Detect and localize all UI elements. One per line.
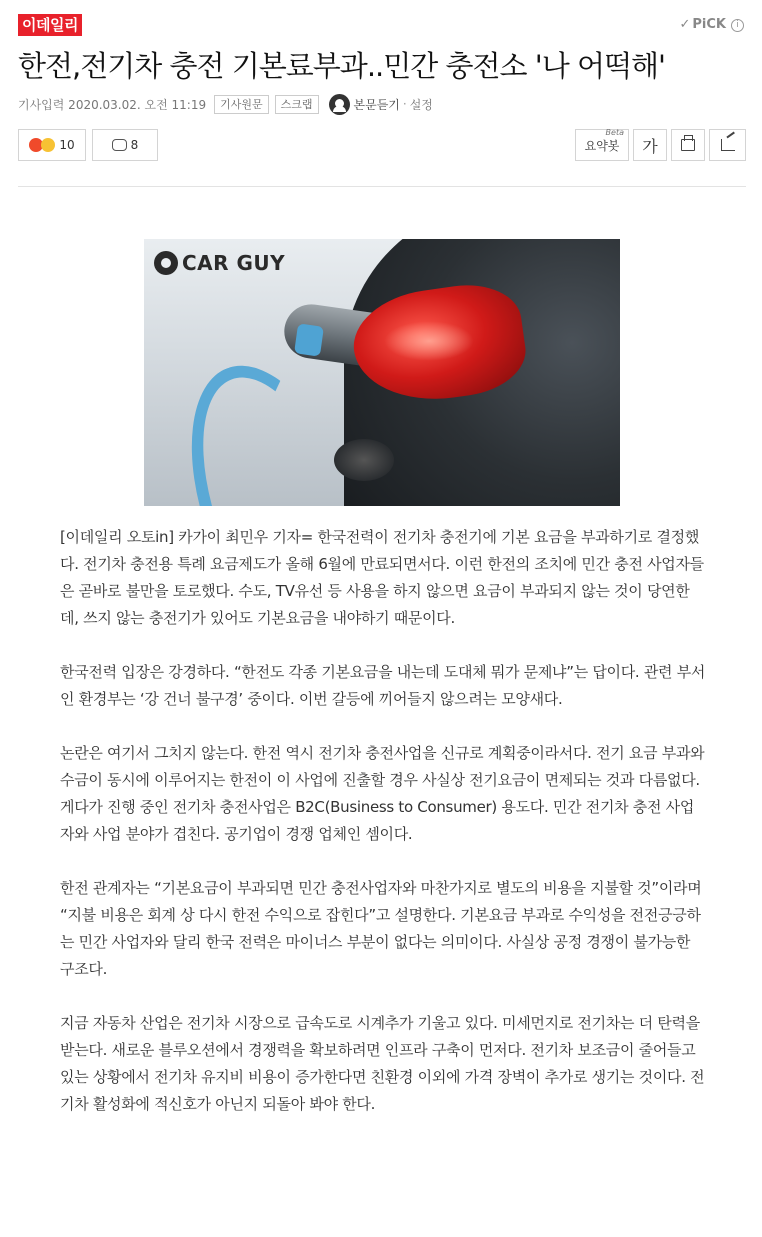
comment-count: 8 xyxy=(130,138,139,152)
info-icon[interactable]: i xyxy=(731,19,744,32)
listen-label: 본문듣기 xyxy=(353,97,400,112)
check-icon: ✓ xyxy=(679,17,691,32)
article-paragraph: 지금 자동차 산업은 전기차 시장으로 급속도로 시계추가 기울고 있다. 미세먼지로 전기차는 더 탄력을 받는다. 새로운 블루오션에서 경쟁력을 확보하려면 인프라 구축이 먼저다. 전기차 보조금이 줄어들고 있는 상황에서 전기차 유지비 비용이 증가한다면 친환경 이외에 가격 장벽이 추가로 생기는 것이다. 전기차 활성화에 적신호가 아닌지 되돌아 봐야 한다. xyxy=(60,1014,705,1113)
header-divider xyxy=(18,186,746,187)
article-meta xyxy=(18,93,433,115)
font-size-label: 가 xyxy=(642,136,658,156)
carguy-logo-icon xyxy=(154,251,178,275)
scrap-button[interactable]: 스크랩 xyxy=(275,95,319,114)
article-photo[interactable] xyxy=(144,239,620,506)
audio-icon xyxy=(329,94,350,115)
font-size-button[interactable] xyxy=(633,129,667,161)
beta-badge: Beta xyxy=(605,128,624,137)
article-date: 기사입력 2020.03.02. 오전 11:19 xyxy=(18,97,207,112)
pick-badge[interactable] xyxy=(679,16,744,34)
share-button[interactable] xyxy=(709,129,746,161)
print-button[interactable] xyxy=(671,129,705,161)
listen-button[interactable] xyxy=(329,94,400,115)
article-paragraph: 논란은 여기서 그치지 않는다. 한전 역시 전기차 충전사업을 신규로 계획중이라서다. 전기 요금 부과와 수금이 동시에 이루어지는 한전이 이 사업에 진출할 경우 사실상 전기요금이 면제되는 것과 다름없다. 게다가 진행 중인 전기차 충전사업은 B2C(Business to Consumer) 용도다. 민간 전기차 충전 사업자와 사업 분야가 겹친다. 공기업이 경쟁 업체인 셈이다. xyxy=(60,744,705,843)
summary-label: 요약봇 xyxy=(584,138,620,153)
article-topbar xyxy=(18,14,744,38)
comment-bubble-icon xyxy=(112,139,127,151)
laugh-emoji-icon xyxy=(41,138,55,152)
reaction-button[interactable] xyxy=(18,129,86,161)
plug-ring xyxy=(294,323,324,356)
photo-watermark xyxy=(154,251,285,275)
comment-button[interactable] xyxy=(92,129,158,161)
article-paragraph: 한전 관계자는 “기본요금이 부과되면 민간 충전사업자와 마찬가지로 별도의 비용을 지불할 것”이라며 “지불 비용은 회계 상 다시 한전 수익으로 잡힌다”고 설명한다. 기본요금 부과로 수익성을 전전긍긍하는 민간 사업자와 달리 한국 전력은 마이너스 부분이 없다는 의미이다. 사실상 공정 경쟁이 불가능한 구조다. xyxy=(60,879,702,978)
article-paragraph: [이데일리 오토in] 카가이 최민우 기자= 한국전력이 전기차 충전기에 기본 요금을 부과하기로 결정했다. 전기차 충전용 특례 요금제도가 올해 6월에 만료되면서다. 이런 한전의 조치에 민간 충전 사업자들은 곧바로 불만을 토로했다. 수도, TV유선 등 사용을 하지 않으면 요금이 부과되지 않는 것이 당연한데, 쓰지 않는 충전기가 있어도 기본요금을 내야하기 때문이다. xyxy=(60,528,704,627)
original-article-button[interactable]: 기사원문 xyxy=(214,95,269,114)
pick-label: PiCK xyxy=(692,17,726,32)
article-title: 한전,전기차 충전 기본료부과..민간 충전소 '나 어떡해' xyxy=(18,49,665,83)
watermark-text: CAR GUY xyxy=(182,251,286,275)
settings-link[interactable]: 설정 xyxy=(409,97,433,112)
article-actions xyxy=(18,129,746,161)
charge-port-cap xyxy=(334,439,394,481)
article-body xyxy=(60,524,706,1145)
share-icon xyxy=(721,139,735,151)
tail-light-glow xyxy=(384,321,474,361)
reaction-count: 10 xyxy=(59,138,75,152)
article-paragraph: 한국전력 입장은 강경하다. “한전도 각종 기본요금을 내는데 도대체 뭐가 문제냐”는 답이다. 관련 부서인 환경부는 ‘강 건너 불구경’ 중이다. 이번 갈등에 끼어들지 않으려는 모양새다. xyxy=(60,663,706,708)
press-logo[interactable]: 이데일리 xyxy=(18,14,82,36)
summary-bot-button[interactable] xyxy=(575,129,629,161)
meta-separator: · xyxy=(402,97,407,111)
print-icon xyxy=(681,139,695,151)
